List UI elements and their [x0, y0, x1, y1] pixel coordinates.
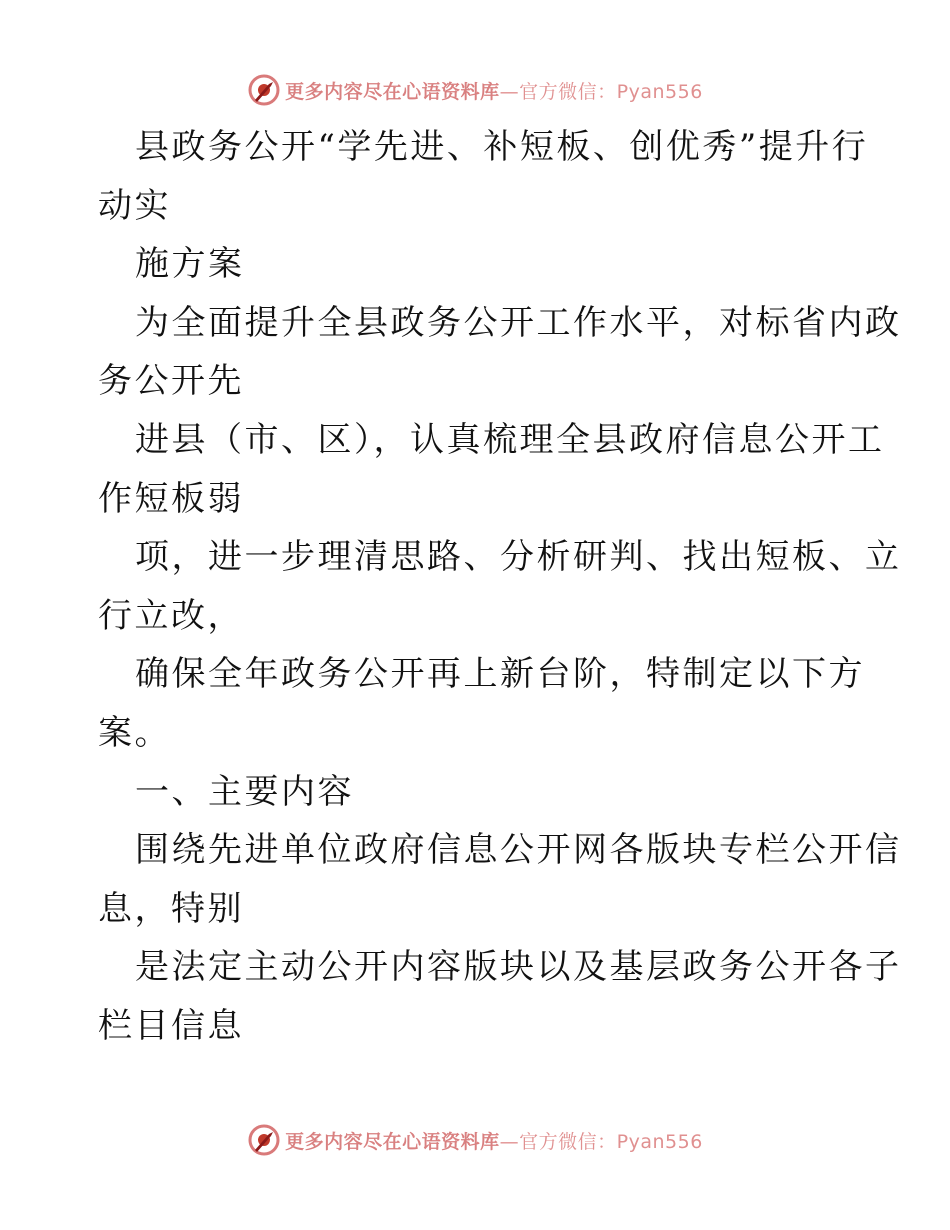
text-line: 为全面提升全县政务公开工作水平，对标省内政: [135, 302, 902, 343]
watermark-text: [285, 77, 703, 104]
text-line: 围绕先进单位政府信息公开网各版块专栏公开信: [135, 830, 902, 871]
text-line: 是法定主动公开内容版块以及基层政务公开各子: [135, 947, 902, 988]
text-line: 栏目信息: [98, 1005, 244, 1046]
section-heading: 一、主要内容: [135, 771, 354, 812]
pen-logo-icon: [247, 1123, 281, 1157]
footer-watermark: [0, 1120, 950, 1160]
text-line: 作短板弱: [98, 478, 244, 519]
watermark-text: [285, 1127, 703, 1154]
watermark-separator: —: [499, 1130, 520, 1153]
text-line: 息，特别: [98, 888, 244, 929]
text-line: 务公开先: [98, 361, 244, 402]
watermark-separator: —: [499, 80, 520, 103]
watermark-brand: 更多内容尽在心语资料库: [285, 1130, 500, 1153]
text-line: 动实: [98, 185, 171, 226]
watermark-brand: 更多内容尽在心语资料库: [285, 80, 500, 103]
pen-logo-icon: [247, 73, 281, 107]
text-line: 案。: [98, 712, 171, 753]
watermark-wechat: 官方微信：Pyan556: [519, 1130, 703, 1153]
text-line: 进县（市、区），认真梳理全县政府信息公开工: [135, 419, 885, 460]
watermark-wechat: 官方微信：Pyan556: [519, 80, 703, 103]
text-line: 县政务公开“学先进、补短板、创优秀”提升行: [135, 127, 869, 167]
text-line: 施方案: [135, 244, 245, 285]
text-line: 确保全年政务公开再上新台阶，特制定以下方: [135, 654, 865, 695]
document-body: [98, 118, 902, 1056]
header-watermark: [0, 70, 950, 110]
text-line: 行立改，: [98, 595, 244, 636]
text-line: 项，进一步理清思路、分析研判、找出短板、立: [135, 537, 902, 578]
